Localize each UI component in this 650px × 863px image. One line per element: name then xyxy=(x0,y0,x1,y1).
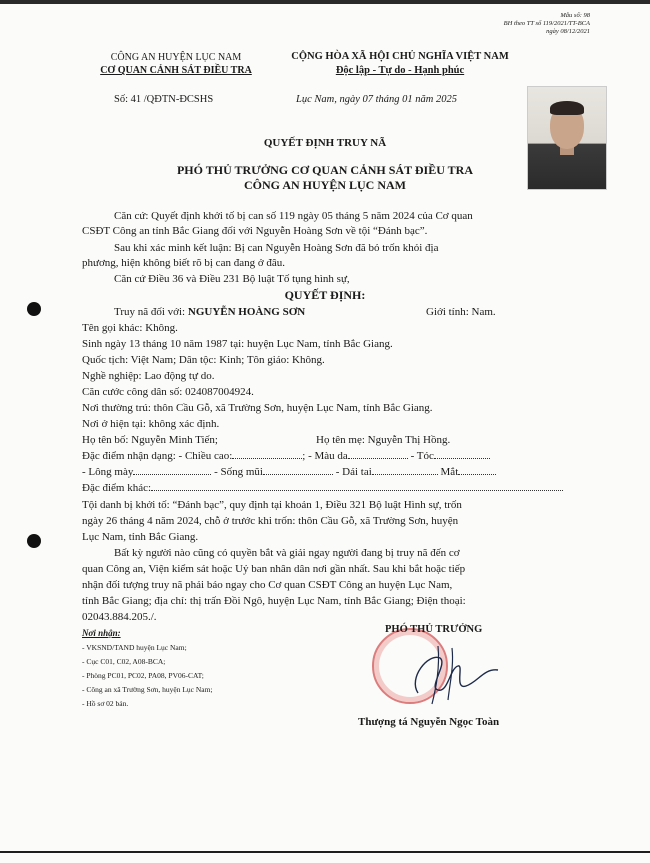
issuer-line-1: PHÓ THỦ TRƯỞNG CƠ QUAN CẢNH SÁT ĐIỀU TRA xyxy=(176,163,474,177)
basis-line-2: CSĐT Công an tỉnh Bắc Giang đối với Nguyễn Hoàng Sơn về tội “Đánh bạc”. xyxy=(82,225,428,237)
charge-line-3: Lục Nam, tỉnh Bắc Giang. xyxy=(82,531,199,543)
notice-line-3: nhận đối tượng truy nã phải báo ngay cho Cơ quan CSĐT Công an huyện Lục Nam, xyxy=(82,579,453,591)
binder-hole-2 xyxy=(27,534,41,548)
place-date: Lục Nam, ngày 07 tháng 01 năm 2025 xyxy=(296,94,457,105)
feature-ear: - Dái tai xyxy=(335,466,372,478)
recipient-3: - Phòng PC01, PC02, PA08, PV06-CAT; xyxy=(82,671,204,680)
wanted-name: NGUYỄN HOÀNG SƠN xyxy=(187,306,306,318)
basis-line-3: Sau khi xác minh kết luận: Bị can Nguyễn Hoàng Sơn đã bỏ trốn khỏi địa xyxy=(114,242,439,254)
id-number: Căn cước công dân số: 024087004924. xyxy=(82,386,254,398)
handwritten-signature xyxy=(388,638,508,708)
blank-eye xyxy=(458,466,496,475)
agency-header xyxy=(86,51,266,77)
recipient-4: - Công an xã Trường Sơn, huyện Lục Nam; xyxy=(82,685,213,694)
binder-hole-1 xyxy=(27,302,41,316)
nation-motto: Độc lập - Tự do - Hạnh phúc xyxy=(335,65,465,76)
occupation: Nghề nghiệp: Lao động tự do. xyxy=(82,370,215,382)
basis-line-5: Căn cứ Điều 36 và Điều 231 Bộ luật Tố tụng hình sự, xyxy=(114,273,350,285)
permanent-residence: Nơi thường trú: thôn Cầu Gỗ, xã Trường Sơn, huyện Lục Nam, tỉnh Bắc Giang. xyxy=(82,402,433,414)
signer-name: Thượng tá Nguyễn Ngọc Toàn xyxy=(358,716,500,728)
form-date: ngày 08/12/2021 xyxy=(546,28,590,35)
agency-unit: CƠ QUAN CẢNH SÁT ĐIỀU TRA xyxy=(100,65,252,76)
document-title: QUYẾT ĐỊNH TRUY NÃ xyxy=(263,137,387,149)
notice-line-1: Bất kỳ người nào cũng có quyền bắt và giải ngay người đang bị truy nã đến cơ xyxy=(114,547,460,559)
alias: Tên gọi khác: Không. xyxy=(82,322,178,334)
decision-heading: QUYẾT ĐỊNH: xyxy=(284,288,366,302)
charge-line-1: Tội danh bị khởi tố: “Đánh bạc”, quy định tại khoản 1, Điều 321 Bộ luật Hình sự, trốn xyxy=(82,499,462,511)
basis-line-4: phương, hiện không biết rõ bị can đang ở đâu. xyxy=(82,257,286,269)
charge-line-2: ngày 26 tháng 4 năm 2024, chỗ ở trước khi trốn: thôn Cầu Gỗ, xã Trường Sơn, huyện xyxy=(82,515,459,527)
blank-skin xyxy=(348,450,408,459)
notice-line-4: tỉnh Bắc Giang; địa chỉ: thị trấn Đồi Ngô, huyện Lục Nam, tỉnh Bắc Giang; Điện thoại: xyxy=(82,595,466,607)
form-circular: BH theo TT số 119/2021/TT-BCA xyxy=(503,20,590,27)
suspect-photo xyxy=(527,86,607,190)
scan-bottom-edge xyxy=(0,851,650,853)
features-line-1 xyxy=(82,450,490,462)
signer-position: PHÓ THỦ TRƯỞNG xyxy=(385,624,483,635)
recipients-label: Nơi nhận: xyxy=(82,628,121,638)
recipient-1: - VKSND/TAND huyện Lục Nam; xyxy=(82,643,187,652)
agency-parent: CÔNG AN HUYỆN LỤC NAM xyxy=(110,52,242,63)
form-number: Mẫu số: 98 xyxy=(560,12,590,19)
feature-height: - Chiều cao: xyxy=(178,450,233,462)
father-name: Họ tên bố: Nguyễn Minh Tiến; xyxy=(82,434,218,446)
notice-line-5: 02043.884.205./. xyxy=(82,611,157,623)
notice-line-2: quan Công an, Viện kiểm sát hoặc Uỷ ban nhân dân nơi gần nhất. Sau khi bắt hoặc tiếp xyxy=(82,563,466,575)
feature-skin: ; - Màu da xyxy=(302,450,348,462)
blank-nose xyxy=(263,466,333,475)
basis-line-1: Căn cứ: Quyết định khởi tố bị can số 119 ngày 05 tháng 5 năm 2024 của Cơ quan xyxy=(114,210,473,222)
blank-hair xyxy=(434,450,490,459)
blank-eyebrow xyxy=(133,466,211,475)
blank-height xyxy=(232,450,302,459)
nation-name: CỘNG HÒA XÃ HỘI CHỦ NGHĨA VIỆT NAM xyxy=(291,51,509,62)
document-number: Số: 41 /QĐTN-ĐCSHS xyxy=(114,94,214,105)
issuer-heading xyxy=(130,163,520,193)
national-header xyxy=(270,50,530,78)
birth: Sinh ngày 13 tháng 10 năm 1987 tại: huyện Lục Nam, tỉnh Bắc Giang. xyxy=(82,338,393,350)
wanted-line xyxy=(114,306,305,318)
current-residence: Nơi ở hiện tại: không xác định. xyxy=(82,418,220,430)
wanted-label: Truy nã đối với: xyxy=(114,306,188,318)
features-line-2 xyxy=(82,466,496,478)
recipient-5: - Hồ sơ 02 bản. xyxy=(82,699,129,708)
feature-nose: - Sống mũi xyxy=(214,466,263,478)
blank-other xyxy=(151,482,563,491)
nationality: Quốc tịch: Việt Nam; Dân tộc: Kinh; Tôn giáo: Không. xyxy=(82,354,325,366)
photo-hair xyxy=(550,101,584,115)
form-reference xyxy=(504,12,590,36)
issuer-line-2: CÔNG AN HUYỆN LỤC NAM xyxy=(244,178,406,192)
mother-name: Họ tên mẹ: Nguyễn Thị Hồng. xyxy=(316,434,451,446)
features-line-3 xyxy=(82,482,563,494)
feature-eye: Mắt xyxy=(440,466,459,478)
feature-eyebrow: - Lông mày xyxy=(82,466,134,478)
scan-top-edge xyxy=(0,0,650,4)
feature-hair: - Tóc xyxy=(410,450,434,462)
feature-other: Đặc điểm khác: xyxy=(82,482,152,494)
blank-ear xyxy=(372,466,438,475)
recipient-2: - Cục C01, C02, A08-BCA; xyxy=(82,657,166,666)
features-label: Đặc điểm nhận dạng: xyxy=(82,450,176,462)
gender: Giới tính: Nam. xyxy=(426,306,496,318)
